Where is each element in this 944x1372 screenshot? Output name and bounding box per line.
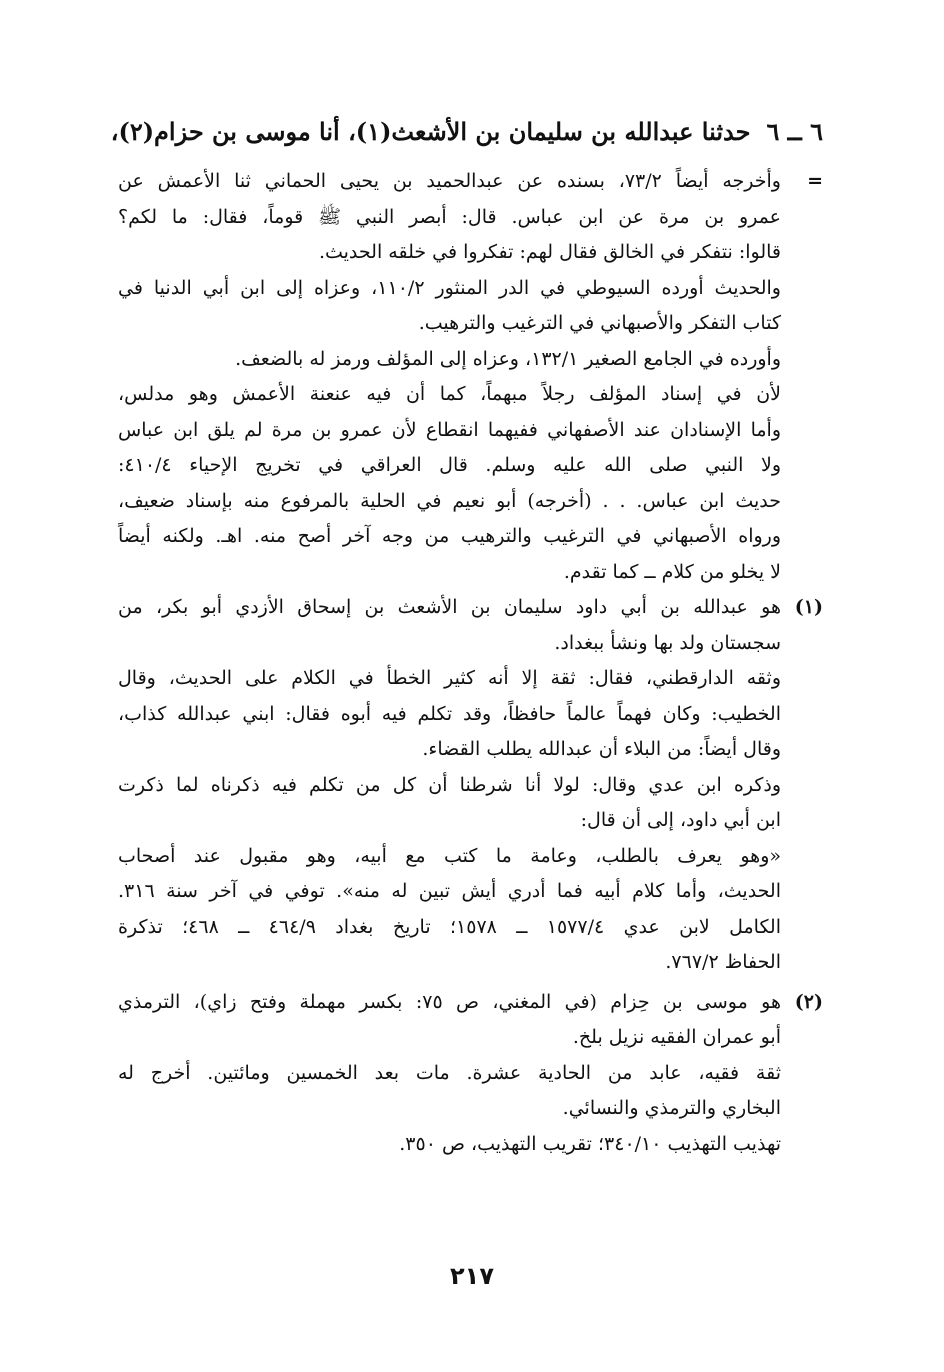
footnote-line: «وهو يعرف بالطلب، وعامة ما كتب مع أبيه، وهو مقبول عند أصحاب (118, 844, 781, 867)
footnote-line: ورواه الأصبهاني في الترغيب والترهيب من وجه آخر أصح منه. اهـ. ولكنه أيضاً (118, 525, 781, 547)
footnote-line: البخاري والترمذي والنسائي. (562, 1097, 781, 1119)
continuation-marker: = (807, 170, 823, 192)
hadith-chain-text: حدثنا عبدالله بن سليمان بن الأشعث(١)، أنا موسى بن حزام(٢)، (110, 117, 751, 146)
footnote-line: وقال أيضاً: من البلاء أن عبدالله يطلب القضاء. (422, 738, 781, 760)
book-page (110, 112, 823, 1162)
footnote-line: كتاب التفكر والأصبهاني في الترغيب والترهيب. (418, 312, 781, 334)
footnote-line: وأخرجه أيضاً ٧٣/٢، بسنده عن عبدالحميد بن يحيى الحماني ثنا الأعمش عن (118, 170, 781, 192)
hadith-number: ٦ ــ ٦ (766, 117, 823, 146)
footnote-line: الحفاظ ٧٦٧/٢. (665, 951, 781, 973)
footnote-line: الخطيب: وكان فهماً عالماً حافظاً، وقد تكلم فيه أبوه فقال: ابني عبدالله كذاب، (118, 702, 781, 725)
footnote-2-marker: (٢) (794, 990, 823, 1013)
footnote-line: هو عبدالله بن أبي داود سليمان بن الأشعث بن إسحاق الأزدي أبو بكر، من (118, 596, 781, 618)
footnote-line: وأورده في الجامع الصغير ١٣٢/١، وعزاه إلى المؤلف ورمز له بالضعف. (235, 347, 781, 370)
footnote-2 (118, 985, 823, 1163)
footnote-line: وأما الإسنادان عند الأصفهاني ففيهما انقطاع لأن عمرو بن مرة لم يلق ابن عباس (118, 418, 781, 441)
footnote-line: الكامل لابن عدي ١٥٧٧/٤ ــ ١٥٧٨؛ تاريخ بغداد ٤٦٤/٩ ــ ٤٦٨؛ تذكرة (118, 915, 782, 938)
footnote-line: هو موسى بن حِزام (في المغني، ص ٧٥: بكسر مهملة وفتح زاي)، الترمذي (118, 990, 781, 1013)
footnote-1 (118, 590, 823, 981)
hadith-heading (110, 112, 823, 152)
footnote-line: لأن في إسناد المؤلف رجلاً مبهماً، كما أن فيه عنعنة الأعمش وهو مدلس، (118, 383, 781, 405)
footnote-line: وثقه الدارقطني، فقال: ثقة إلا أنه كثير الخطأ في الكلام على الحديث، وقال (118, 667, 781, 689)
footnote-1-marker: (١) (794, 596, 823, 618)
footnote-line: ثقة فقيه، عابد من الحادية عشرة. مات بعد الخمسين ومائتين. أخرج له (118, 1061, 781, 1084)
footnote-line: قالوا: نتفكر في الخالق فقال لهم: تفكروا في خلقه الحديث. (318, 241, 781, 263)
footnote-line: تهذيب التهذيب ٣٤٠/١٠؛ تقريب التهذيب، ص ٣٥٠. (399, 1132, 781, 1155)
footnote-line: لا يخلو من كلام ــ كما تقدم. (563, 560, 781, 583)
footnote-line: وذكره ابن عدي وقال: لولا أنا شرطنا أن كل من تكلم فيه ذكرناه لما ذكرت (118, 773, 781, 796)
footnote-line: عمرو بن مرة عن ابن عباس. قال: أبصر النبي ﷺ قوماً، فقال: ما لكم؟ (118, 205, 781, 228)
footnote-line: ولا النبي صلى الله عليه وسلم. قال العراقي في تخريج الإحياء ٤١٠/٤: (118, 454, 781, 476)
footnote-line: والحديث أورده السيوطي في الدر المنثور ١١٠/٢، وعزاه إلى ابن أبي الدنيا في (118, 276, 781, 299)
page-number: ٢١٧ (450, 1262, 494, 1290)
footnote-line: الحديث، وأما كلام أبيه فما أدري أيش تبين له منه». توفي في آخر سنة ٣١٦. (118, 880, 781, 902)
footnote-line: سجستان ولد بها ونشأ ببغداد. (554, 631, 781, 654)
continued-footnote (118, 164, 823, 590)
footnote-line: ابن أبي داود، إلى أن قال: (580, 809, 781, 831)
footnote-line: حديث ابن عباس. . . (أخرجه) أبو نعيم في الحلية بالمرفوع منه بإسناد ضعيف، (118, 489, 781, 512)
footnote-line: أبو عمران الفقيه نزيل بلخ. (572, 1026, 781, 1048)
